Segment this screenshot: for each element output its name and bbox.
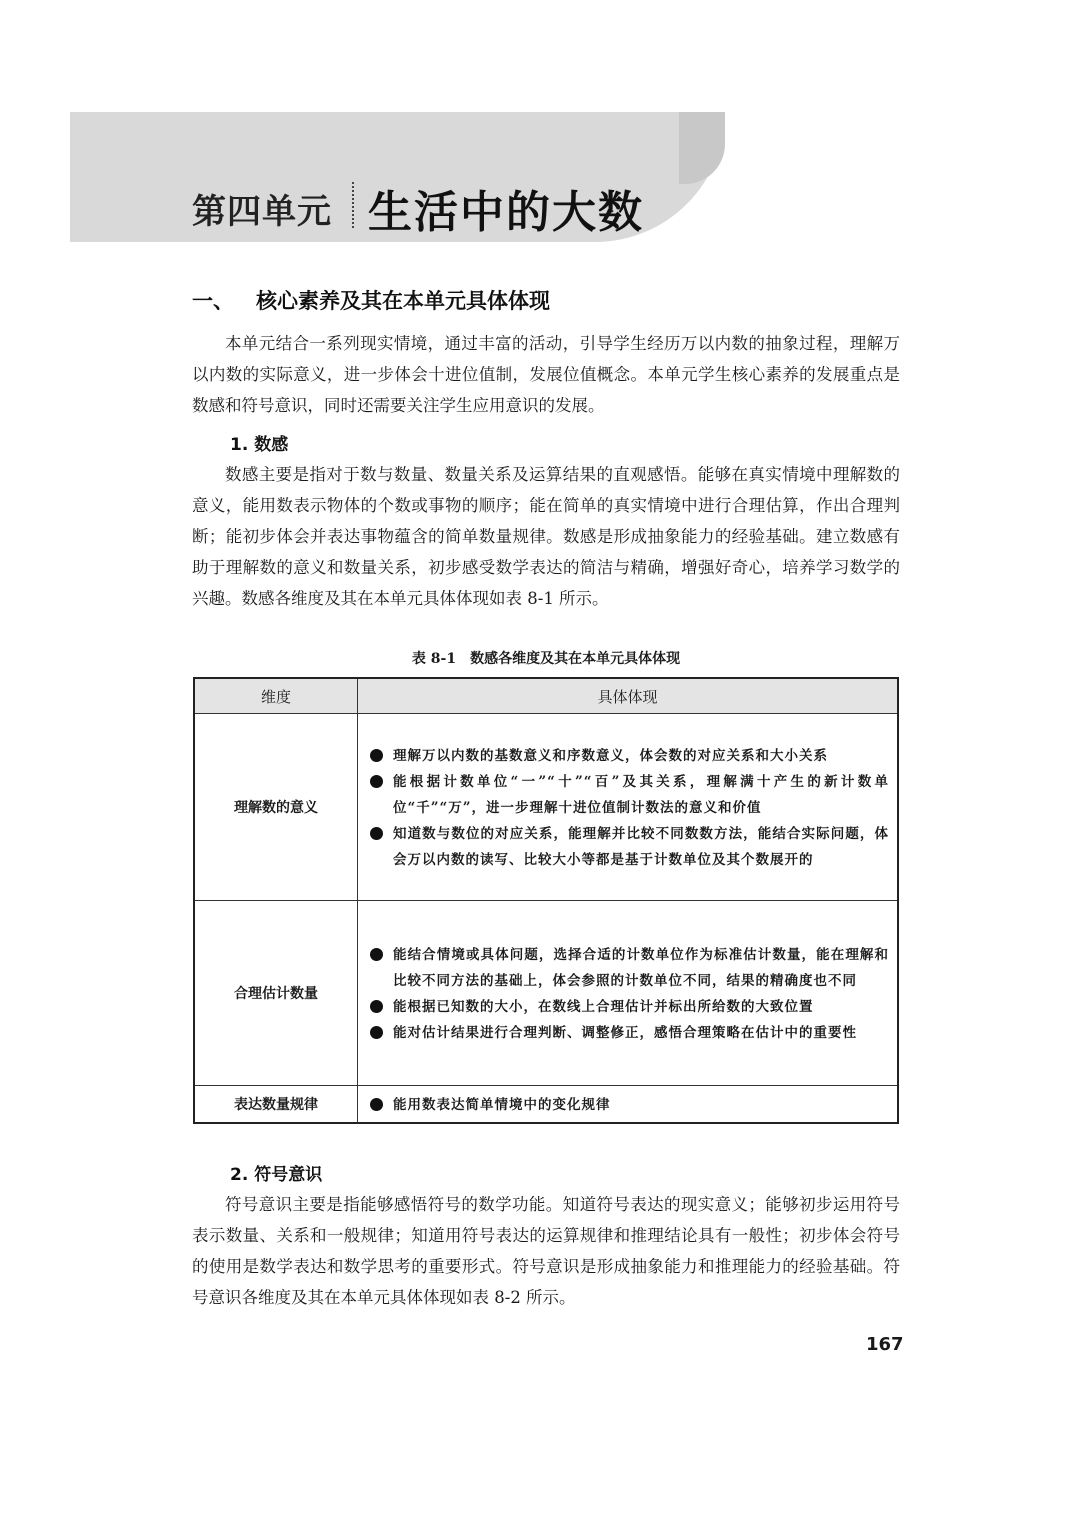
list-item: 能对估计结果进行合理判断、调整修正，感悟合理策略在估计中的重要性 [368, 1020, 889, 1046]
subsection-symbol-sense-title: 2. 符号意识 [230, 1165, 323, 1185]
number-sense-paragraph: 数感主要是指对于数与数量、数量关系及运算结果的直观感悟。能够在真实情境中理解数的意义，能用数表示物体的个数或事物的顺序；能在简单的真实情境中进行合理估算，作出合理判断；能初步体会并表达事物蕴含的简单数量规律。数感是形成抽象能力的经验基础。建立数感有助于理解数的意义和数量关系，初步感受数学表达的简洁与精确，增强好奇心，培养学习数学的兴趣。数感各维度及其在本单元具体体现如表 8-1 所示。 [192, 465, 900, 608]
bullet-dot-icon [370, 1000, 383, 1013]
list-item: 能用数表达简单情境中的变化规律 [368, 1092, 889, 1118]
section-number: 一、 [192, 289, 234, 313]
list-item: 能根据已知数的大小，在数线上合理估计并标出所给数的大致位置 [368, 994, 889, 1020]
table-row [194, 714, 898, 901]
table-caption: 表 8-1 数感各维度及其在本单元具体体现 [411, 651, 681, 667]
manifestation-cell [358, 714, 899, 901]
list-item: 理解万以内数的基数意义和序数意义，体会数的对应关系和大小关系 [368, 743, 889, 769]
banner-corner-shade [679, 112, 725, 184]
list-item: 能根据计数单位“一”“十”“百”及其关系，理解满十产生的新计数单位“千”“万”，进一步理解十进位值制计数法的意义和价值 [368, 769, 889, 821]
bullet-dot-icon [370, 1098, 383, 1111]
unit-label: 第四单元 [192, 192, 332, 232]
symbol-sense-paragraph: 符号意识主要是指能够感悟符号的数学功能。知道符号表达的现实意义；能够初步运用符号表示数量、关系和一般规律；知道用符号表达的运算规律和推理结论具有一般性；初步体会符号的使用是数学表达和数学思考的重要形式。符号意识是形成抽象能力和推理能力的经验基础。符号意识各维度及其在本单元具体体现如表 8-2 所示。 [192, 1195, 900, 1307]
table-row [194, 901, 898, 1086]
table-row [194, 1086, 898, 1124]
subsection-number-sense-title: 1. 数感 [230, 435, 289, 455]
section-title: 核心素养及其在本单元具体体现 [256, 289, 550, 313]
table-header-row [194, 678, 898, 714]
manifestation-cell [358, 1086, 899, 1124]
bullet-dot-icon [370, 948, 383, 961]
bullet-dot-icon [370, 1026, 383, 1039]
header-manifestation: 具体体现 [358, 678, 899, 714]
dimension-cell: 理解数的意义 [194, 714, 358, 901]
dimension-cell: 表达数量规律 [194, 1086, 358, 1124]
bullet-dot-icon [370, 749, 383, 762]
unit-title: 生活中的大数 [368, 187, 644, 238]
number-sense-table [193, 677, 899, 1124]
list-item: 能结合情境或具体问题，选择合适的计数单位作为标准估计数量，能在理解和比较不同方法的基础上，体会参照的计数单位不同，结果的精确度也不同 [368, 942, 889, 994]
list-item: 知道数与数位的对应关系，能理解并比较不同数数方法，能结合实际问题，体会万以内数的读写、比较大小等都是基于计数单位及其个数展开的 [368, 821, 889, 873]
page-number: 167 [866, 1334, 904, 1355]
intro-paragraph: 本单元结合一系列现实情境，通过丰富的活动，引导学生经历万以内数的抽象过程，理解万以内数的实际意义，进一步体会十进位值制，发展位值概念。本单元学生核心素养的发展重点是数感和符号意识，同时还需要关注学生应用意识的发展。 [192, 334, 900, 415]
bullet-dot-icon [370, 827, 383, 840]
bullet-dot-icon [370, 775, 383, 788]
header-dimension: 维度 [194, 678, 358, 714]
section-heading [192, 285, 550, 315]
unit-divider [352, 182, 354, 228]
manifestation-cell [358, 901, 899, 1086]
dimension-cell: 合理估计数量 [194, 901, 358, 1086]
